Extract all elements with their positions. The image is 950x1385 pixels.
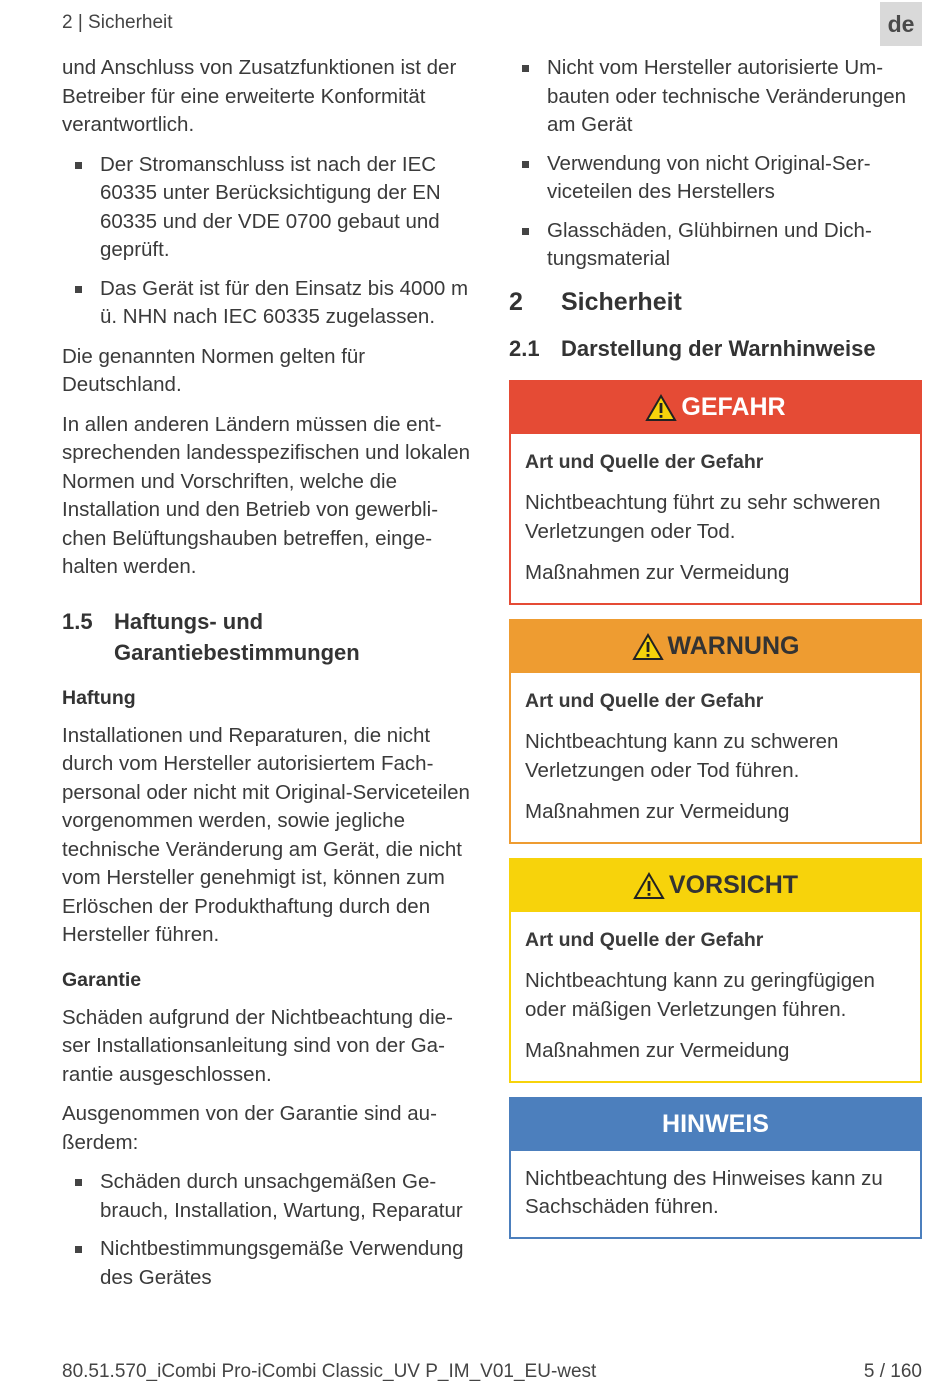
right-column xyxy=(509,54,922,1253)
danger-consequence: Nichtbeachtung führt zu sehr schweren Verletzungen oder Tod. xyxy=(525,491,881,543)
section-heading-liability: 1.5 Haftungs- und Garantiebestimmungen xyxy=(62,608,360,665)
section-heading-warnings: 2.1 Darstellung der Warnhinweise xyxy=(509,335,876,361)
intro-paragraph: und Anschluss von Zusatzfunktionen ist der Betreiber für eine erweiterte Konformität verantwortlich. xyxy=(62,56,457,136)
document-id: 80.51.570_iCombi Pro-iCombi Classic_UV P_IM_V01_EU-west xyxy=(62,1361,597,1382)
warning-consequence: Nichtbeachtung kann zu schweren Verletzungen oder Tod führen. xyxy=(525,730,839,782)
exclusions-list xyxy=(62,1168,474,1292)
left-column xyxy=(62,54,474,1303)
warning-triangle-icon xyxy=(632,633,664,661)
bullet-icon xyxy=(75,162,82,169)
warning-source: Art und Quelle der Gefahr xyxy=(525,689,764,712)
exclusions-list-continued xyxy=(509,54,922,274)
page-number: 5 / 160 xyxy=(863,1361,922,1382)
bullet-icon xyxy=(75,286,82,293)
warning-triangle-icon xyxy=(633,872,665,900)
bullet-icon xyxy=(75,1246,82,1253)
warning-triangle-icon xyxy=(645,394,677,422)
warning-measures: Maßnahmen zur Vermeidung xyxy=(525,800,790,823)
warranty-paragraph: Schäden aufgrund der Nichtbeachtung dieser Installationsanleitung sind von der Garantie ausgeschlossen. xyxy=(62,1005,453,1086)
caution-title: VORSICHT xyxy=(668,871,799,899)
danger-title: GEFAHR xyxy=(681,393,786,421)
norm-list xyxy=(62,151,474,332)
caution-box xyxy=(509,858,922,1083)
caution-measures: Maßnahmen zur Vermeidung xyxy=(525,1039,790,1062)
list-item: Glasschäden, Glühbirnen und Dichtungsmaterial xyxy=(509,217,922,274)
notice-title: HINWEIS xyxy=(662,1110,769,1138)
language-badge: de xyxy=(880,2,922,46)
liability-paragraph: Installationen und Reparaturen, die nicht durch vom Hersteller autorisiertem Fachpersonal oder nicht mit Original-Serviceteilen vorgenommen werden, sowie jegliche technische Veränderung am Gerät, die nicht vom Hersteller genehmigt ist, können zum Erlöschen der Produkthaftung durch den Hersteller führen. xyxy=(62,723,470,946)
bullet-icon xyxy=(75,1179,82,1186)
notice-text: Nichtbeachtung des Hinweises kann zu Sachschäden führen. xyxy=(525,1166,883,1218)
warranty-heading: Garantie xyxy=(62,968,142,991)
chapter-heading: 2 Sicherheit xyxy=(509,287,682,316)
list-item: Schäden durch unsachgemäßen Gebrauch, Installation, Wartung, Reparatur xyxy=(62,1168,474,1225)
caution-source: Art und Quelle der Gefahr xyxy=(525,928,764,951)
other-countries-paragraph: In allen anderen Ländern müssen die entsprechenden landesspezifischen und lokalen Normen und Vorschriften, welche die Installation und den Betrieb von gewerblichen Belüftungshauben betreffen, eingehalten werden. xyxy=(62,412,471,578)
germany-paragraph: Die genannten Normen gelten für Deutschland. xyxy=(62,344,366,396)
danger-box xyxy=(509,380,922,605)
list-item: Nichtbestimmungsgemäße Verwendung des Gerätes xyxy=(62,1235,474,1292)
bullet-icon xyxy=(522,65,529,72)
exclusions-intro: Ausgenommen von der Garantie sind außerdem: xyxy=(62,1102,437,1154)
list-item: Verwendung von nicht Original-Serviceteilen des Herstellers xyxy=(509,150,922,207)
notice-box xyxy=(509,1097,922,1239)
list-item: Das Gerät ist für den Einsatz bis 4000 m ü. NHN nach IEC 60335 zugelassen. xyxy=(62,275,474,332)
caution-consequence: Nichtbeachtung kann zu geringfügigen oder mäßigen Verletzungen führen. xyxy=(525,969,875,1021)
danger-source: Art und Quelle der Gefahr xyxy=(525,450,764,473)
danger-measures: Maßnahmen zur Vermeidung xyxy=(525,561,790,584)
list-item: Der Stromanschluss ist nach der IEC 60335 unter Berücksichtigung der EN 60335 und der VDE 0700 gebaut und geprüft. xyxy=(62,151,474,265)
running-header: 2 | Sicherheit xyxy=(62,12,173,33)
list-item: Nicht vom Hersteller autorisierte Umbauten oder technische Veränderungen am Gerät xyxy=(509,54,922,140)
warning-title: WARNUNG xyxy=(667,632,800,660)
liability-heading: Haftung xyxy=(62,686,136,709)
warning-box xyxy=(509,619,922,844)
bullet-icon xyxy=(522,228,529,235)
bullet-icon xyxy=(522,161,529,168)
